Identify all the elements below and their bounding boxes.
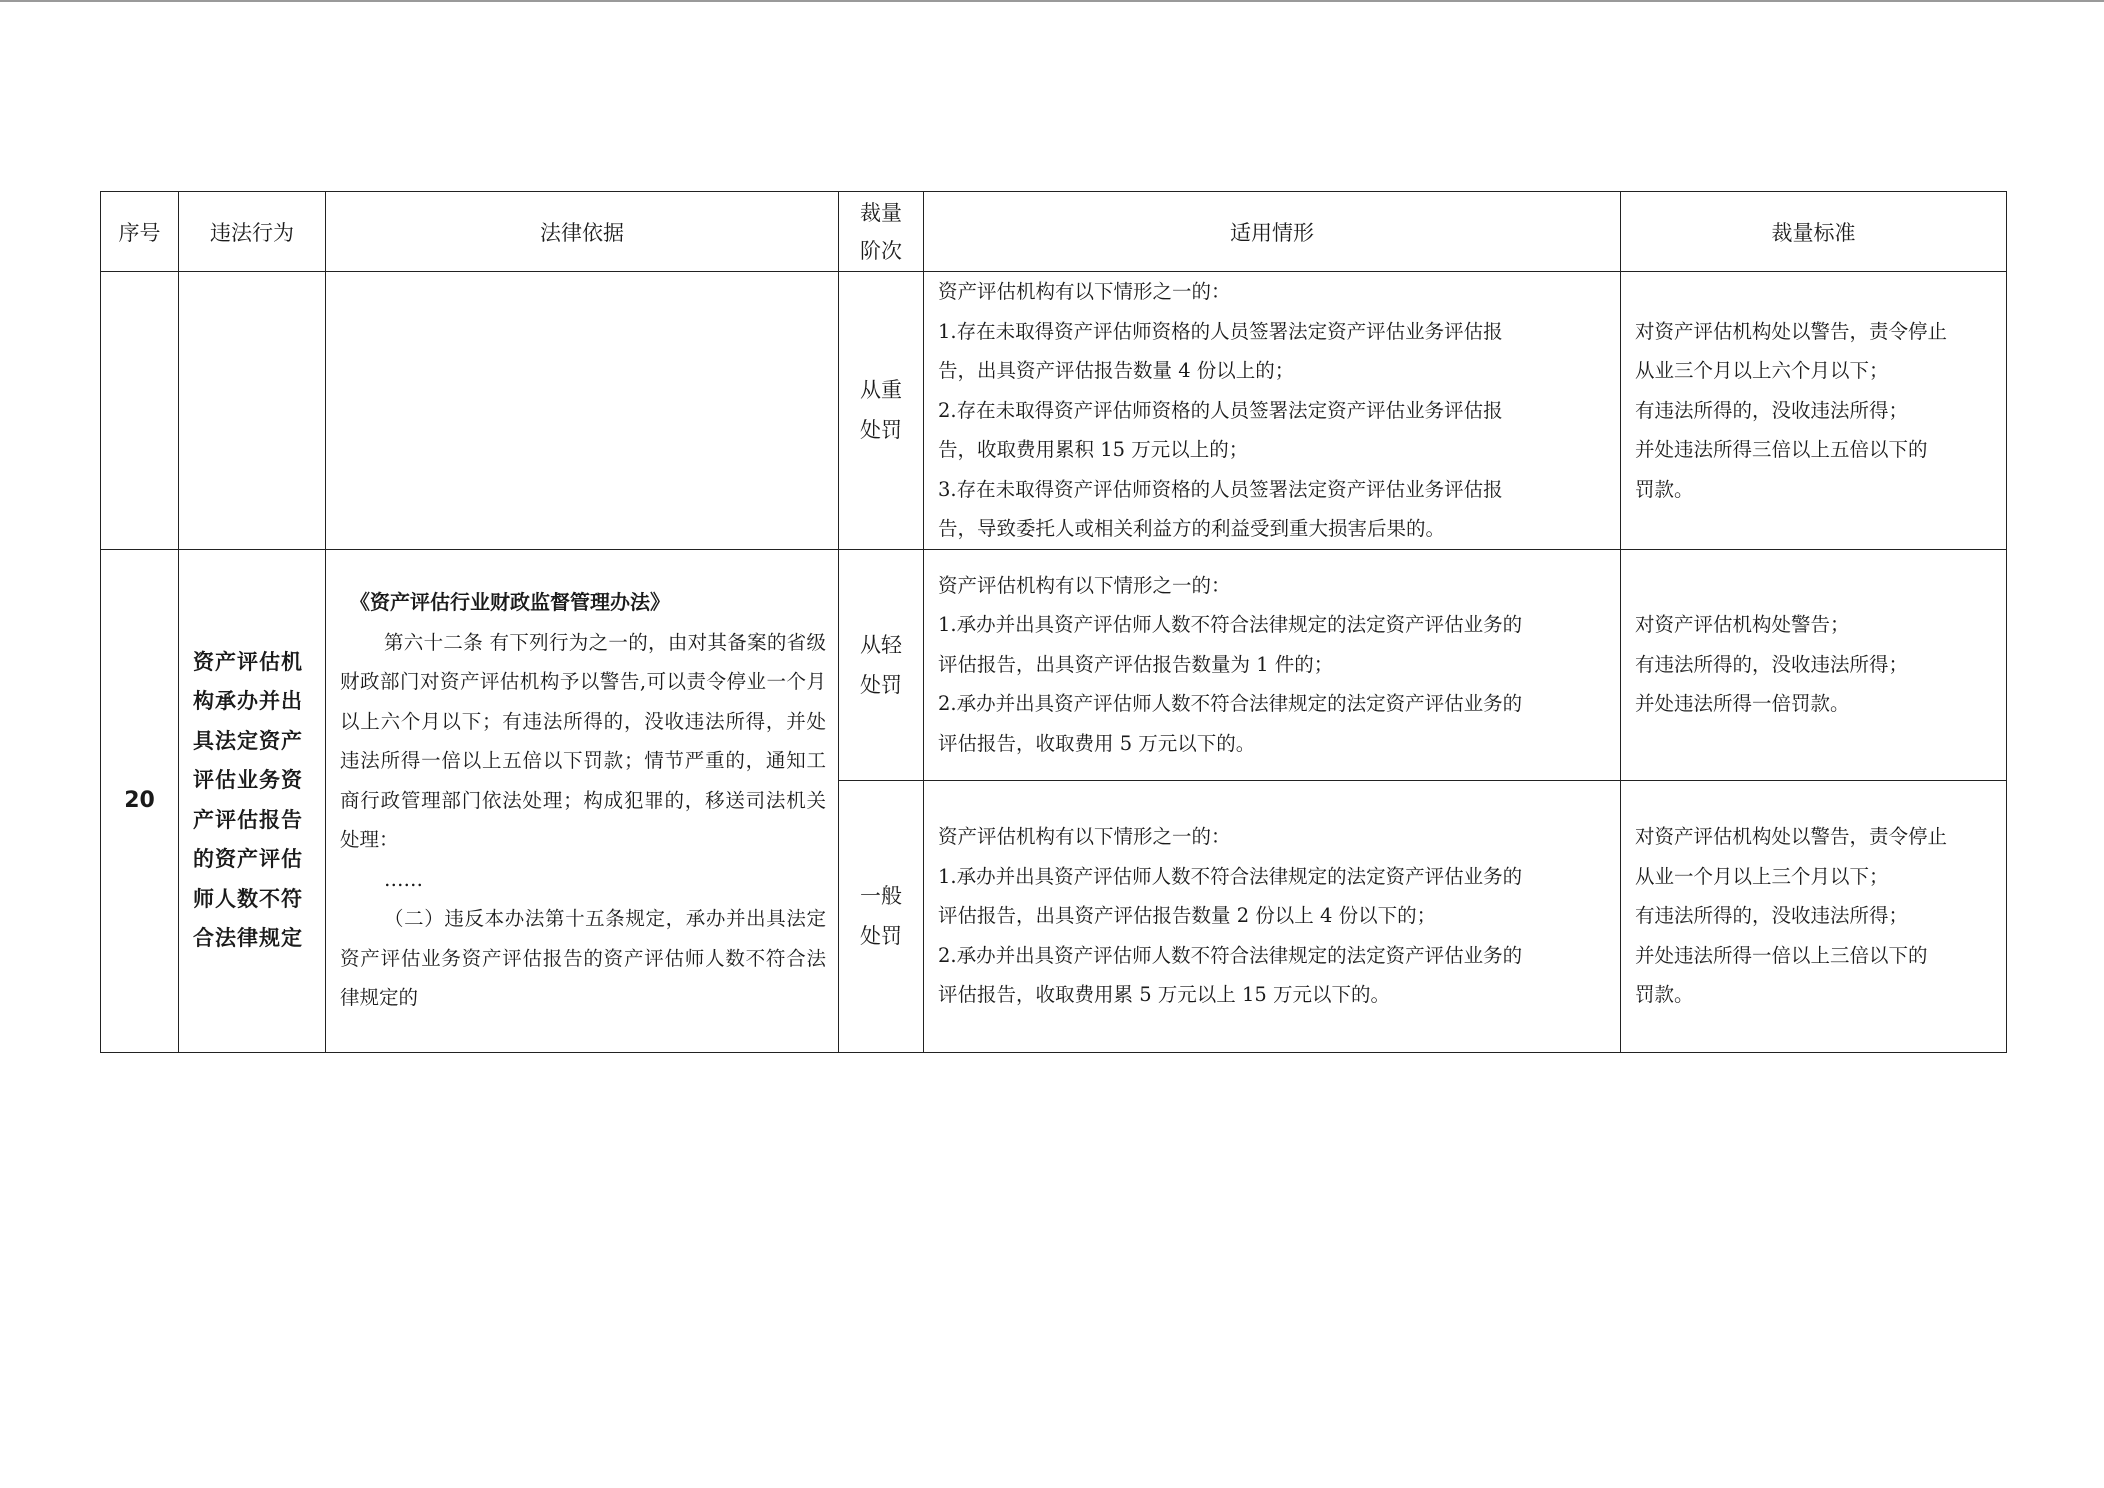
violation-behavior-text bbox=[193, 643, 311, 959]
level-general-line1: 一般 bbox=[860, 884, 902, 908]
situation-line: 资产评估机构有以下情形之一的： bbox=[938, 573, 1231, 597]
level-cell-light bbox=[839, 549, 924, 780]
standard-line: 罚款。 bbox=[1635, 983, 1694, 1007]
basis-cell-empty bbox=[326, 272, 839, 550]
standard-cell-heavy bbox=[1621, 272, 2007, 550]
legal-basis-cell bbox=[326, 549, 839, 1052]
level-light-line2: 处罚 bbox=[860, 672, 902, 697]
level-heavy-line2: 处罚 bbox=[860, 418, 902, 443]
level-heavy-line1: 从重 bbox=[860, 378, 902, 403]
situation-line: 资产评估机构有以下情形之一的： bbox=[938, 825, 1231, 849]
header-level-line1: 裁量 bbox=[860, 200, 902, 225]
behavior-line: 的资产评估 bbox=[193, 847, 303, 871]
table-header-row bbox=[101, 192, 2007, 272]
standard-cell-general bbox=[1621, 780, 2007, 1052]
legal-basis-ellipsis: …… bbox=[384, 867, 423, 891]
standard-line: 有违法所得的，没收违法所得； bbox=[1635, 652, 1909, 676]
violation-behavior-cell bbox=[179, 549, 326, 1052]
table-row-light-penalty bbox=[101, 549, 2007, 780]
penalty-standards-table bbox=[100, 191, 2007, 1053]
standard-line: 有违法所得的，没收违法所得； bbox=[1635, 398, 1909, 422]
situation-line: 告，出具资产评估报告数量 4 份以上的； bbox=[938, 359, 1295, 382]
standard-line: 对资产评估机构处以警告，责令停止 bbox=[1635, 825, 1948, 849]
seq-number: 20 bbox=[101, 549, 179, 1052]
standard-line: 从业三个月以上六个月以下； bbox=[1635, 359, 1889, 382]
header-seq: 序号 bbox=[101, 192, 179, 272]
standard-cell-light bbox=[1621, 549, 2007, 780]
situation-line: 3.存在未取得资产评估师资格的人员签署法定资产评估业务评估报 bbox=[938, 477, 1503, 501]
standard-line: 对资产评估机构处以警告，责令停止 bbox=[1635, 319, 1948, 343]
behavior-line: 资产评估机 bbox=[193, 649, 303, 674]
header-standard: 裁量标准 bbox=[1621, 192, 2007, 272]
standard-line: 罚款。 bbox=[1635, 477, 1694, 501]
situation-line: 告，收取费用累积 15 万元以上的； bbox=[938, 438, 1249, 461]
standard-line: 对资产评估机构处警告； bbox=[1635, 613, 1850, 637]
standard-line: 并处违法所得一倍以上三倍以下的 bbox=[1635, 943, 1928, 967]
situation-line: 1.承办并出具资产评估师人数不符合法律规定的法定资产评估业务的 bbox=[938, 864, 1523, 888]
behavior-line: 具法定资产 bbox=[193, 728, 303, 753]
standard-line: 从业一个月以上三个月以下； bbox=[1635, 864, 1889, 888]
table-row-heavy-penalty bbox=[101, 272, 2007, 550]
header-level bbox=[839, 192, 924, 272]
standard-line: 并处违法所得三倍以上五倍以下的 bbox=[1635, 438, 1928, 461]
level-cell-heavy bbox=[839, 272, 924, 550]
behavior-line: 合法律规定 bbox=[193, 926, 303, 950]
behavior-line: 师人数不符 bbox=[193, 886, 303, 911]
header-situation: 适用情形 bbox=[924, 192, 1621, 272]
level-general-line2: 处罚 bbox=[860, 924, 902, 948]
situation-cell-light bbox=[924, 549, 1621, 780]
situation-line: 1.承办并出具资产评估师人数不符合法律规定的法定资产评估业务的 bbox=[938, 613, 1523, 637]
header-behavior: 违法行为 bbox=[179, 192, 326, 272]
situation-line: 评估报告，出具资产评估报告数量为 1 件的； bbox=[938, 652, 1334, 676]
situation-cell-heavy bbox=[924, 272, 1621, 550]
situation-line: 2.承办并出具资产评估师人数不符合法律规定的法定资产评估业务的 bbox=[938, 692, 1523, 716]
legal-basis-clause: （二）违反本办法第十五条规定，承办并出具法定资产评估业务资产评估报告的资产评估师人数不符合法律规定的 bbox=[340, 907, 826, 1010]
standard-line: 有违法所得的，没收违法所得； bbox=[1635, 904, 1909, 928]
situation-line: 2.承办并出具资产评估师人数不符合法律规定的法定资产评估业务的 bbox=[938, 943, 1523, 967]
level-cell-general bbox=[839, 780, 924, 1052]
header-basis: 法律依据 bbox=[326, 192, 839, 272]
situation-cell-general bbox=[924, 780, 1621, 1052]
behavior-line: 评估业务资 bbox=[193, 768, 303, 792]
behavior-line: 构承办并出 bbox=[193, 689, 303, 713]
page-top-rule bbox=[0, 0, 2104, 2]
seq-cell-empty bbox=[101, 272, 179, 550]
behavior-cell-empty bbox=[179, 272, 326, 550]
situation-line: 评估报告，收取费用 5 万元以下的。 bbox=[938, 731, 1256, 755]
situation-line: 1.存在未取得资产评估师资格的人员签署法定资产评估业务评估报 bbox=[938, 319, 1503, 343]
situation-line: 2.存在未取得资产评估师资格的人员签署法定资产评估业务评估报 bbox=[938, 398, 1503, 422]
situation-line: 告，导致委托人或相关利益方的利益受到重大损害后果的。 bbox=[938, 517, 1446, 540]
standard-line: 并处违法所得一倍罚款。 bbox=[1635, 692, 1850, 716]
behavior-line: 产评估报告 bbox=[193, 807, 303, 832]
legal-basis-article: 第六十二条 有下列行为之一的，由对其备案的省级财政部门对资产评估机构予以警告,可以责令停业一个月以上六个月以下；有违法所得的，没收违法所得，并处违法所得一倍以上五倍以下罚款；情节严重的，通知工商行政管理部门依法处理；构成犯罪的，移送司法机关处理： bbox=[340, 630, 826, 852]
legal-basis-title: 《资产评估行业财政监督管理办法》 bbox=[350, 590, 670, 615]
header-level-line2: 阶次 bbox=[860, 238, 902, 263]
situation-line: 评估报告，收取费用累 5 万元以上 15 万元以下的。 bbox=[938, 983, 1391, 1007]
situation-line: 资产评估机构有以下情形之一的： bbox=[938, 280, 1231, 303]
level-light-line1: 从轻 bbox=[860, 632, 902, 657]
situation-line: 评估报告，出具资产评估报告数量 2 份以上 4 份以下的； bbox=[938, 904, 1437, 928]
